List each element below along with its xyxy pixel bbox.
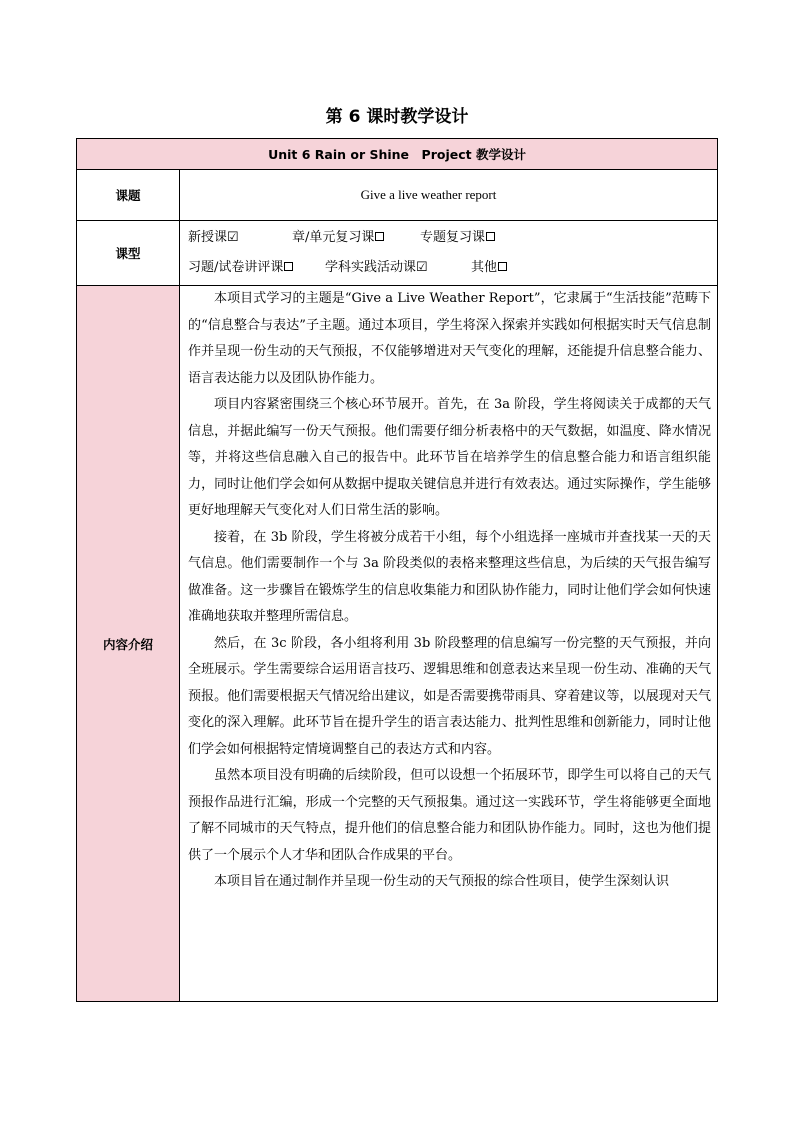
content-paragraph: 虽然本项目没有明确的后续阶段，但可以设想一个拓展环节，即学生可以将自己的天气预报作品进行汇编，形成一个完整的天气预报集。通过这一实践环节，学生将能够更全面地了解不同城市的天气特点，提升他们的信息整合能力和团队协作能力。同时，这也为他们提供了一个展示个人才华和团队合作成果的平台。	[188, 768, 712, 863]
table-header: Unit 6 Rain or Shine Project 教学设计	[77, 139, 718, 170]
type-option-label: 新授课☑	[188, 230, 239, 245]
type-option-label: 专题复习课	[420, 230, 486, 245]
lesson-type-row	[77, 221, 718, 286]
content-row	[77, 286, 718, 1002]
checkbox-icon	[375, 232, 384, 241]
type-option-label: 其他	[471, 260, 498, 275]
type-option-label: 习题/试卷讲评课	[188, 260, 284, 275]
type-option-label: 学科实践活动课☑	[325, 260, 428, 275]
type-option-label: 章/单元复习课	[292, 230, 375, 245]
topic-value: Give a live weather report	[180, 170, 718, 221]
table-header-row	[77, 139, 718, 170]
page-title: 第 6 课时教学设计	[325, 107, 469, 127]
lesson-type-options	[180, 221, 718, 286]
type-option-other	[471, 253, 507, 283]
topic-label: 课题	[77, 170, 180, 221]
lesson-design-table	[76, 138, 718, 1002]
content-paragraph: 项目内容紧密围绕三个核心环节展开。首先，在 3a 阶段，学生将阅读关于成都的天气信息，并据此编写一份天气预报。他们需要仔细分析表格中的天气数据，如温度、降水情况等，并将这些信息融入自己的报告中。此环节旨在培养学生的信息整合能力和语言组织能力，同时让他们学会如何从数据中提取关键信息并进行有效表达。通过实际操作，学生能够更好地理解天气变化对人们日常生活的影响。	[188, 397, 712, 518]
checkbox-icon	[498, 262, 507, 271]
lesson-type-line-1	[188, 223, 717, 253]
type-option-exercise-review	[188, 253, 325, 283]
type-option-topic-review	[420, 223, 495, 253]
content-label: 内容介绍	[77, 286, 180, 1002]
topic-row	[77, 170, 718, 221]
content-paragraph: 本项目式学习的主题是“Give a Live Weather Report”，它隶属于“生活技能”范畴下的“信息整合与表达”子主题。通过本项目，学生将深入探索并实践如何根据实时天气信息制作并呈现一份生动的天气预报，不仅能够增进对天气变化的理解，还能提升信息整合能力、语言表达能力以及团队协作能力。	[188, 291, 712, 386]
checkbox-icon	[284, 262, 293, 271]
lesson-type-line-2	[188, 253, 717, 283]
content-body	[180, 286, 718, 1002]
type-option-new-lesson	[188, 223, 292, 253]
content-paragraph: 本项目旨在通过制作并呈现一份生动的天气预报的综合性项目，使学生深刻认识	[214, 874, 670, 889]
content-paragraph: 接着，在 3b 阶段，学生将被分成若干小组，每个小组选择一座城市并查找某一天的天气信息。他们需要制作一个与 3a 阶段类似的表格来整理这些信息，为后续的天气报告编写做准备。这一步骤旨在锻炼学生的信息收集能力和团队协作能力，同时让他们学会如何快速准确地获取并整理所需信息。	[188, 529, 712, 624]
content-paragraph: 然后，在 3c 阶段，各小组将利用 3b 阶段整理的信息编写一份完整的天气预报，并向全班展示。学生需要综合运用语言技巧、逻辑思维和创意表达来呈现一份生动、准确的天气预报。他们需要根据天气情况给出建议，如是否需要携带雨具、穿着建议等，以展现对天气变化的深入理解。此环节旨在提升学生的语言表达能力、批判性思维和创新能力，同时让他们学会如何根据特定情境调整自己的表达方式和内容。	[188, 635, 712, 757]
lesson-type-label: 课型	[77, 221, 180, 286]
type-option-unit-review	[292, 223, 420, 253]
type-option-practice-activity	[325, 253, 471, 283]
content-paragraphs	[188, 286, 711, 1001]
checkbox-icon	[486, 232, 495, 241]
